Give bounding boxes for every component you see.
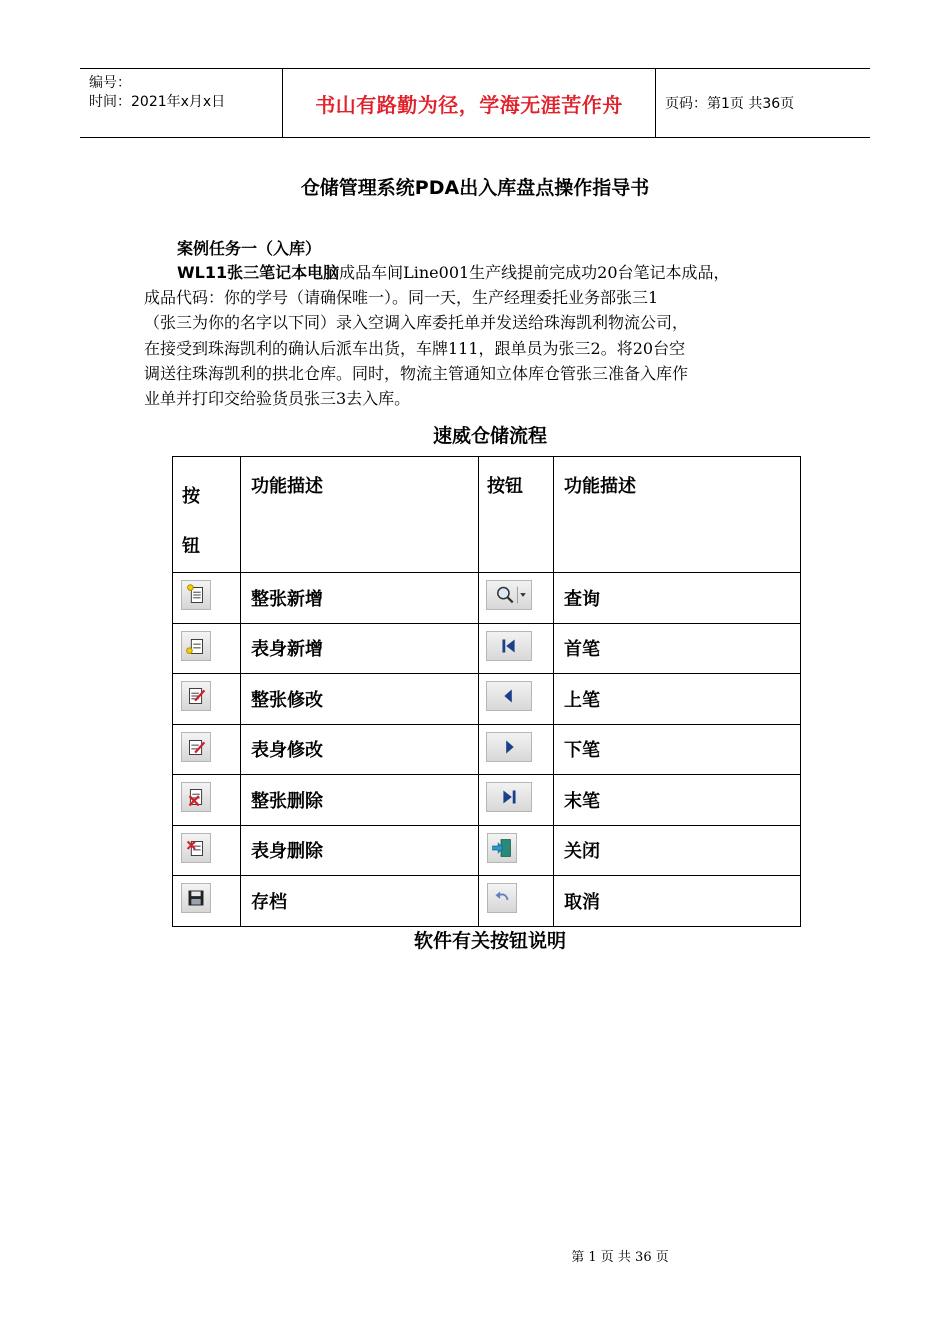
paragraph-line: 业单并打印交给验货员张三3去入库。 bbox=[144, 389, 411, 409]
row-right-label: 下笔 bbox=[554, 724, 801, 775]
icon-cell bbox=[173, 825, 241, 876]
icon-cell bbox=[173, 573, 241, 624]
paragraph-line: 在接受到珠海凯利的确认后派车出货，车牌111，跟单员为张三2。将20台空 bbox=[144, 338, 686, 358]
row-right-label: 末笔 bbox=[554, 775, 801, 826]
icon-cell bbox=[479, 573, 554, 624]
delete-body-icon bbox=[181, 833, 211, 863]
first-record-icon bbox=[486, 631, 532, 661]
icon-cell bbox=[173, 876, 241, 927]
row-right-label: 首笔 bbox=[554, 623, 801, 674]
row-left-label: 存档 bbox=[241, 876, 479, 927]
last-record-icon bbox=[486, 782, 532, 812]
header-desc-col: 功能描述 bbox=[241, 457, 479, 573]
row-right-label: 上笔 bbox=[554, 674, 801, 725]
icon-cell bbox=[173, 775, 241, 826]
paragraph-bold-lead: WL11张三笔记本电脑 bbox=[177, 263, 340, 282]
table-row bbox=[173, 876, 801, 927]
edit-body-icon bbox=[181, 732, 211, 762]
undo-icon bbox=[487, 883, 517, 913]
search-dropdown-icon bbox=[486, 580, 532, 610]
row-left-label: 整张删除 bbox=[241, 775, 479, 826]
row-left-label: 表身新增 bbox=[241, 623, 479, 674]
new-document-icon bbox=[181, 580, 211, 610]
number-label: 编号： bbox=[89, 75, 131, 91]
icon-cell bbox=[479, 724, 554, 775]
row-left-label: 表身删除 bbox=[241, 825, 479, 876]
paragraph-line: （张三为你的名字以下同）录入空调入库委托单并发送给珠海凯利物流公司， bbox=[144, 313, 689, 333]
page-header bbox=[80, 68, 870, 138]
icon-cell bbox=[479, 876, 554, 927]
header-button-char1: 按 bbox=[182, 486, 200, 507]
save-floppy-icon bbox=[181, 883, 211, 913]
edit-document-icon bbox=[181, 681, 211, 711]
next-record-icon bbox=[486, 732, 532, 762]
icon-cell bbox=[479, 674, 554, 725]
icon-cell bbox=[173, 674, 241, 725]
header-desc-col-b: 功能描述 bbox=[554, 457, 801, 573]
delete-document-icon bbox=[181, 782, 211, 812]
table-row bbox=[173, 825, 801, 876]
button-table-caption: 软件有关按钮说明 bbox=[413, 930, 566, 952]
row-right-label: 查询 bbox=[554, 573, 801, 624]
row-left-label: 整张新增 bbox=[241, 573, 479, 624]
paragraph-line1-rest: 成品车间Line001生产线提前完成功20台笔记本成品， bbox=[339, 263, 730, 282]
new-body-icon bbox=[181, 631, 211, 661]
icon-cell bbox=[479, 825, 554, 876]
header-button-col bbox=[173, 457, 241, 573]
icon-cell bbox=[479, 623, 554, 674]
table-row bbox=[173, 775, 801, 826]
exit-door-icon bbox=[487, 833, 517, 863]
icon-cell bbox=[173, 623, 241, 674]
header-meta bbox=[80, 69, 282, 137]
paragraph-line: 成品代码：你的学号（请确保唯一）。同一天，生产经理委托业务部张三1 bbox=[144, 288, 659, 308]
header-button-char2: 钮 bbox=[182, 536, 200, 557]
previous-record-icon bbox=[486, 681, 532, 711]
table-row bbox=[173, 674, 801, 725]
table-header-row bbox=[173, 457, 801, 573]
paragraph-line: 调送往珠海凯利的拱北仓库。同时，物流主管通知立体库仓管张三准备入库作 bbox=[144, 363, 689, 383]
header-slogan: 书山有路勤为径，学海无涯苦作舟 bbox=[282, 69, 656, 137]
header-page-info: 页码：第1页 共36页 bbox=[665, 96, 795, 112]
case-title: 案例任务一（入库） bbox=[177, 239, 322, 258]
table-row bbox=[173, 573, 801, 624]
table-row bbox=[173, 724, 801, 775]
time-label: 时间：2021年x月x日 bbox=[89, 94, 226, 110]
table-row bbox=[173, 623, 801, 674]
row-right-label: 关闭 bbox=[554, 825, 801, 876]
row-left-label: 整张修改 bbox=[241, 674, 479, 725]
page-footer: 第 1 页 共 36 页 bbox=[571, 1250, 669, 1265]
icon-cell bbox=[479, 775, 554, 826]
icon-cell bbox=[173, 724, 241, 775]
paragraph-line bbox=[144, 260, 812, 285]
row-right-label: 取消 bbox=[554, 876, 801, 927]
case-paragraph bbox=[144, 260, 812, 411]
document-title: 仓储管理系统PDA出入库盘点操作指导书 bbox=[300, 177, 650, 199]
flow-title: 速威仓储流程 bbox=[432, 425, 547, 447]
button-table bbox=[172, 456, 801, 927]
row-left-label: 表身修改 bbox=[241, 724, 479, 775]
header-button-col-b: 按钮 bbox=[479, 457, 554, 573]
